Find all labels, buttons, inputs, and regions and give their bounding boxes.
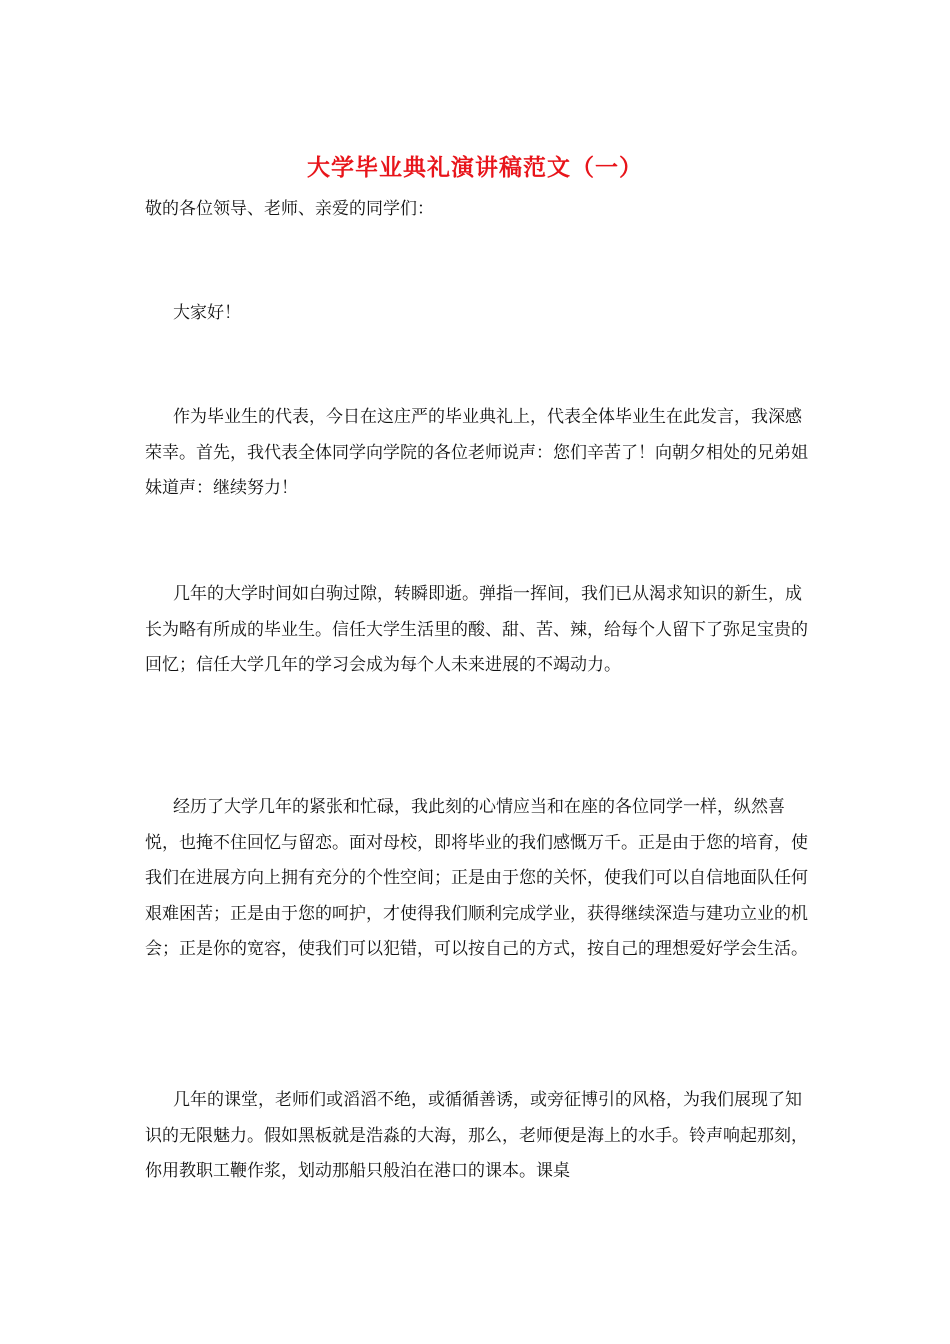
document-title: 大学毕业典礼演讲稿范文（一） [307,154,643,181]
paragraph-representative: 作为毕业生的代表，今日在这庄严的毕业典礼上，代表全体毕业生在此发言，我深感荣幸。首先，我代表全体同学向学院的各位老师说声：您们辛苦了！向朝夕相处的兄弟姐妹道声：继续努力！ [145,407,808,498]
paragraph-classroom: 几年的课堂，老师们或滔滔不绝，或循循善诱，或旁征博引的风格，为我们展现了知识的无限魅力。假如黑板就是浩淼的大海，那么，老师便是海上的水手。铃声响起那刻，你用教职工鞭作浆，划动那船只般泊在港口的课本。课桌 [145,1090,808,1181]
paragraph-gratitude: 经历了大学几年的紧张和忙碌，我此刻的心情应当和在座的各位同学一样，纵然喜悦，也掩不住回忆与留恋。面对母校，即将毕业的我们感慨万千。正是由于您的培育，使我们在进展方向上拥有充分的个性空间；正是由于您的关怀，使我们可以自信地面队任何艰难困苦；正是由于您的呵护，才使得我们顺利完成学业，获得继续深造与建功立业的机会；正是你的宽容，使我们可以犯错，可以按自己的方式，按自己的理想爱好学会生活。 [145,797,808,959]
paragraph-greeting: 大家好！ [173,303,241,323]
salutation: 敬的各位领导、老师、亲爱的同学们： [145,199,434,219]
paragraph-university-years: 几年的大学时间如白驹过隙，转瞬即逝。弹指一挥间，我们已从渴求知识的新生，成长为略有所成的毕业生。信任大学生活里的酸、甜、苦、辣，给每个人留下了弥足宝贵的回忆；信任大学几年的学习会成为每个人未来进展的不竭动力。 [145,584,808,675]
